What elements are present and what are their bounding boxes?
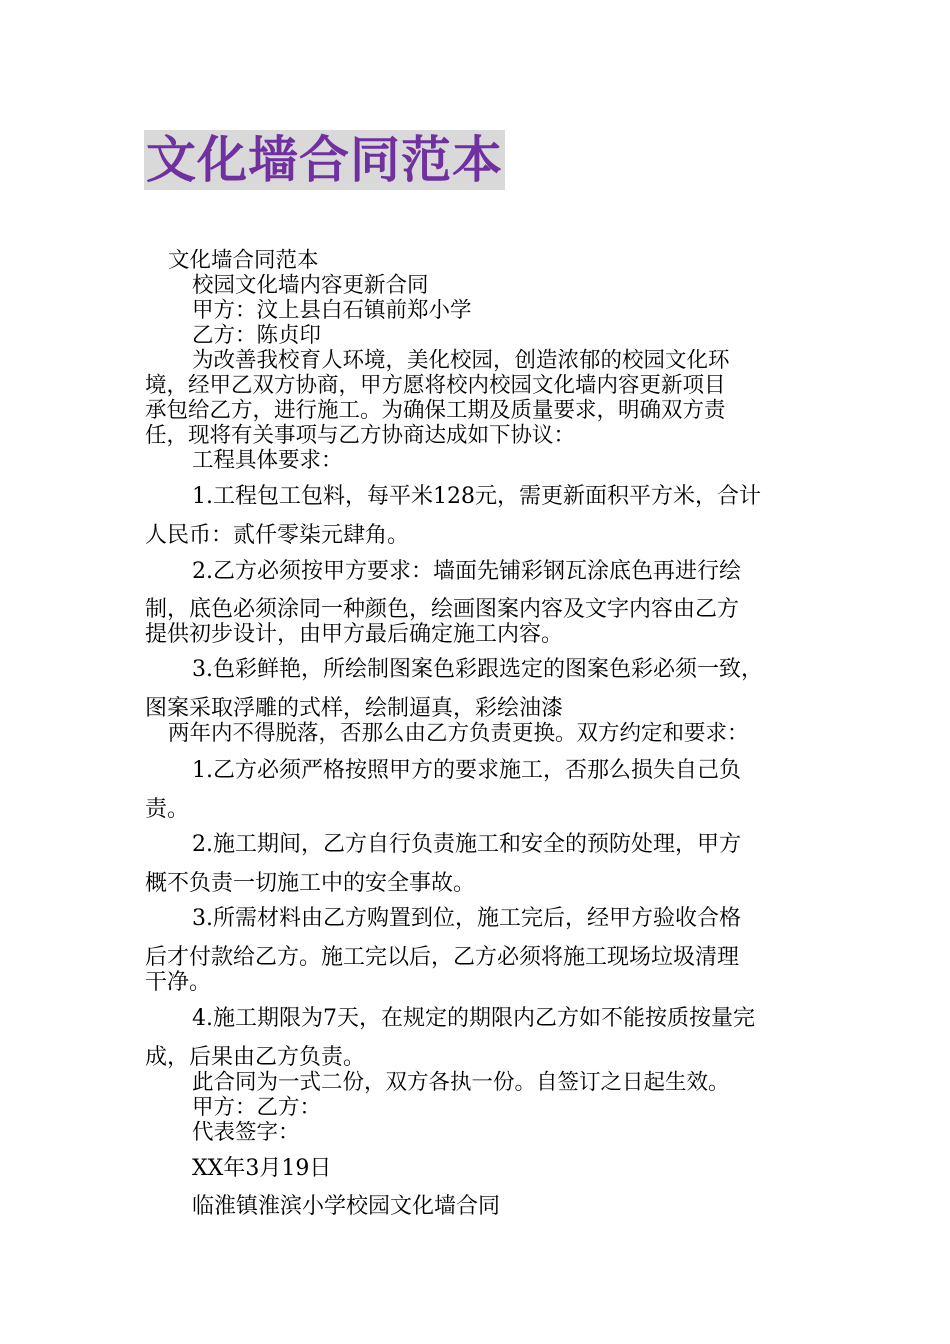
agreement-line: 1.乙方必须严格按照甲方的要求施工，否那么损失自己负 <box>192 758 741 783</box>
agreement-line: 概不负责一切施工中的安全事故。 <box>145 871 476 896</box>
clause-line: 两年内不得脱落，否那么由乙方负责更换。双方约定和要求： <box>168 721 749 746</box>
clause-line: 1.工程包工包料，每平米128元，需更新面积平方米，合计 <box>192 484 761 509</box>
agreement-line: 2.施工期间，乙方自行负责施工和安全的预防处理，甲方 <box>192 832 741 857</box>
party-a: 甲方：汶上县白石镇前郑小学 <box>192 298 472 323</box>
agreement-line: 后才付款给乙方。施工完以后，乙方必须将施工现场垃圾清理 <box>145 945 740 970</box>
intro-line: 承包给乙方，进行施工。为确保工期及质量要求，明确双方责 <box>145 398 726 423</box>
clause-line: 3.色彩鲜艳，所绘制图案色彩跟选定的图案色彩必须一致， <box>192 657 763 682</box>
intro-line: 为改善我校育人环境，美化校园，创造浓郁的校园文化环 <box>192 348 730 373</box>
clause-line: 人民币：贰仟零柒元肆角。 <box>145 523 410 548</box>
document-title: 文化墙合同范本 <box>146 131 503 189</box>
signature-date: XX年3月19日 <box>192 1156 332 1181</box>
doc-heading: 文化墙合同范本 <box>168 248 319 273</box>
intro-line: 任，现将有关事项与乙方协商达成如下协议： <box>145 423 576 448</box>
agreement-line: 成，后果由乙方负责。 <box>145 1045 366 1070</box>
signature-parties: 甲方：乙方： <box>192 1095 322 1120</box>
agreement-line: 干净。 <box>145 970 212 995</box>
agreement-line: 3.所需材料由乙方购置到位，施工完后，经甲方验收合格 <box>192 906 741 931</box>
signature-label: 代表签字： <box>192 1120 300 1145</box>
contract-name: 校园文化墙内容更新合同 <box>192 273 429 298</box>
clause-line: 2.乙方必须按甲方要求：墙面先铺彩钢瓦涂底色再进行绘 <box>192 559 741 584</box>
agreement-line: 责。 <box>145 797 190 822</box>
party-b: 乙方：陈贞印 <box>192 323 322 348</box>
closing-line: 此合同为一式二份，双方各执一份。自签订之日起生效。 <box>192 1070 730 1095</box>
section-heading: 工程具体要求： <box>192 448 343 473</box>
next-contract-title: 临淮镇淮滨小学校园文化墙合同 <box>192 1194 501 1219</box>
clause-line: 制，底色必须涂同一种颜色，绘画图案内容及文字内容由乙方 <box>145 597 740 622</box>
clause-line: 图案采取浮雕的式样，绘制逼真，彩绘油漆 <box>145 696 564 721</box>
intro-line: 境，经甲乙双方协商，甲方愿将校内校园文化墙内容更新项目 <box>145 373 726 398</box>
agreement-line: 4.施工期限为7天，在规定的期限内乙方如不能按质按量完 <box>192 1006 755 1031</box>
clause-line: 提供初步设计，由甲方最后确定施工内容。 <box>145 622 564 647</box>
